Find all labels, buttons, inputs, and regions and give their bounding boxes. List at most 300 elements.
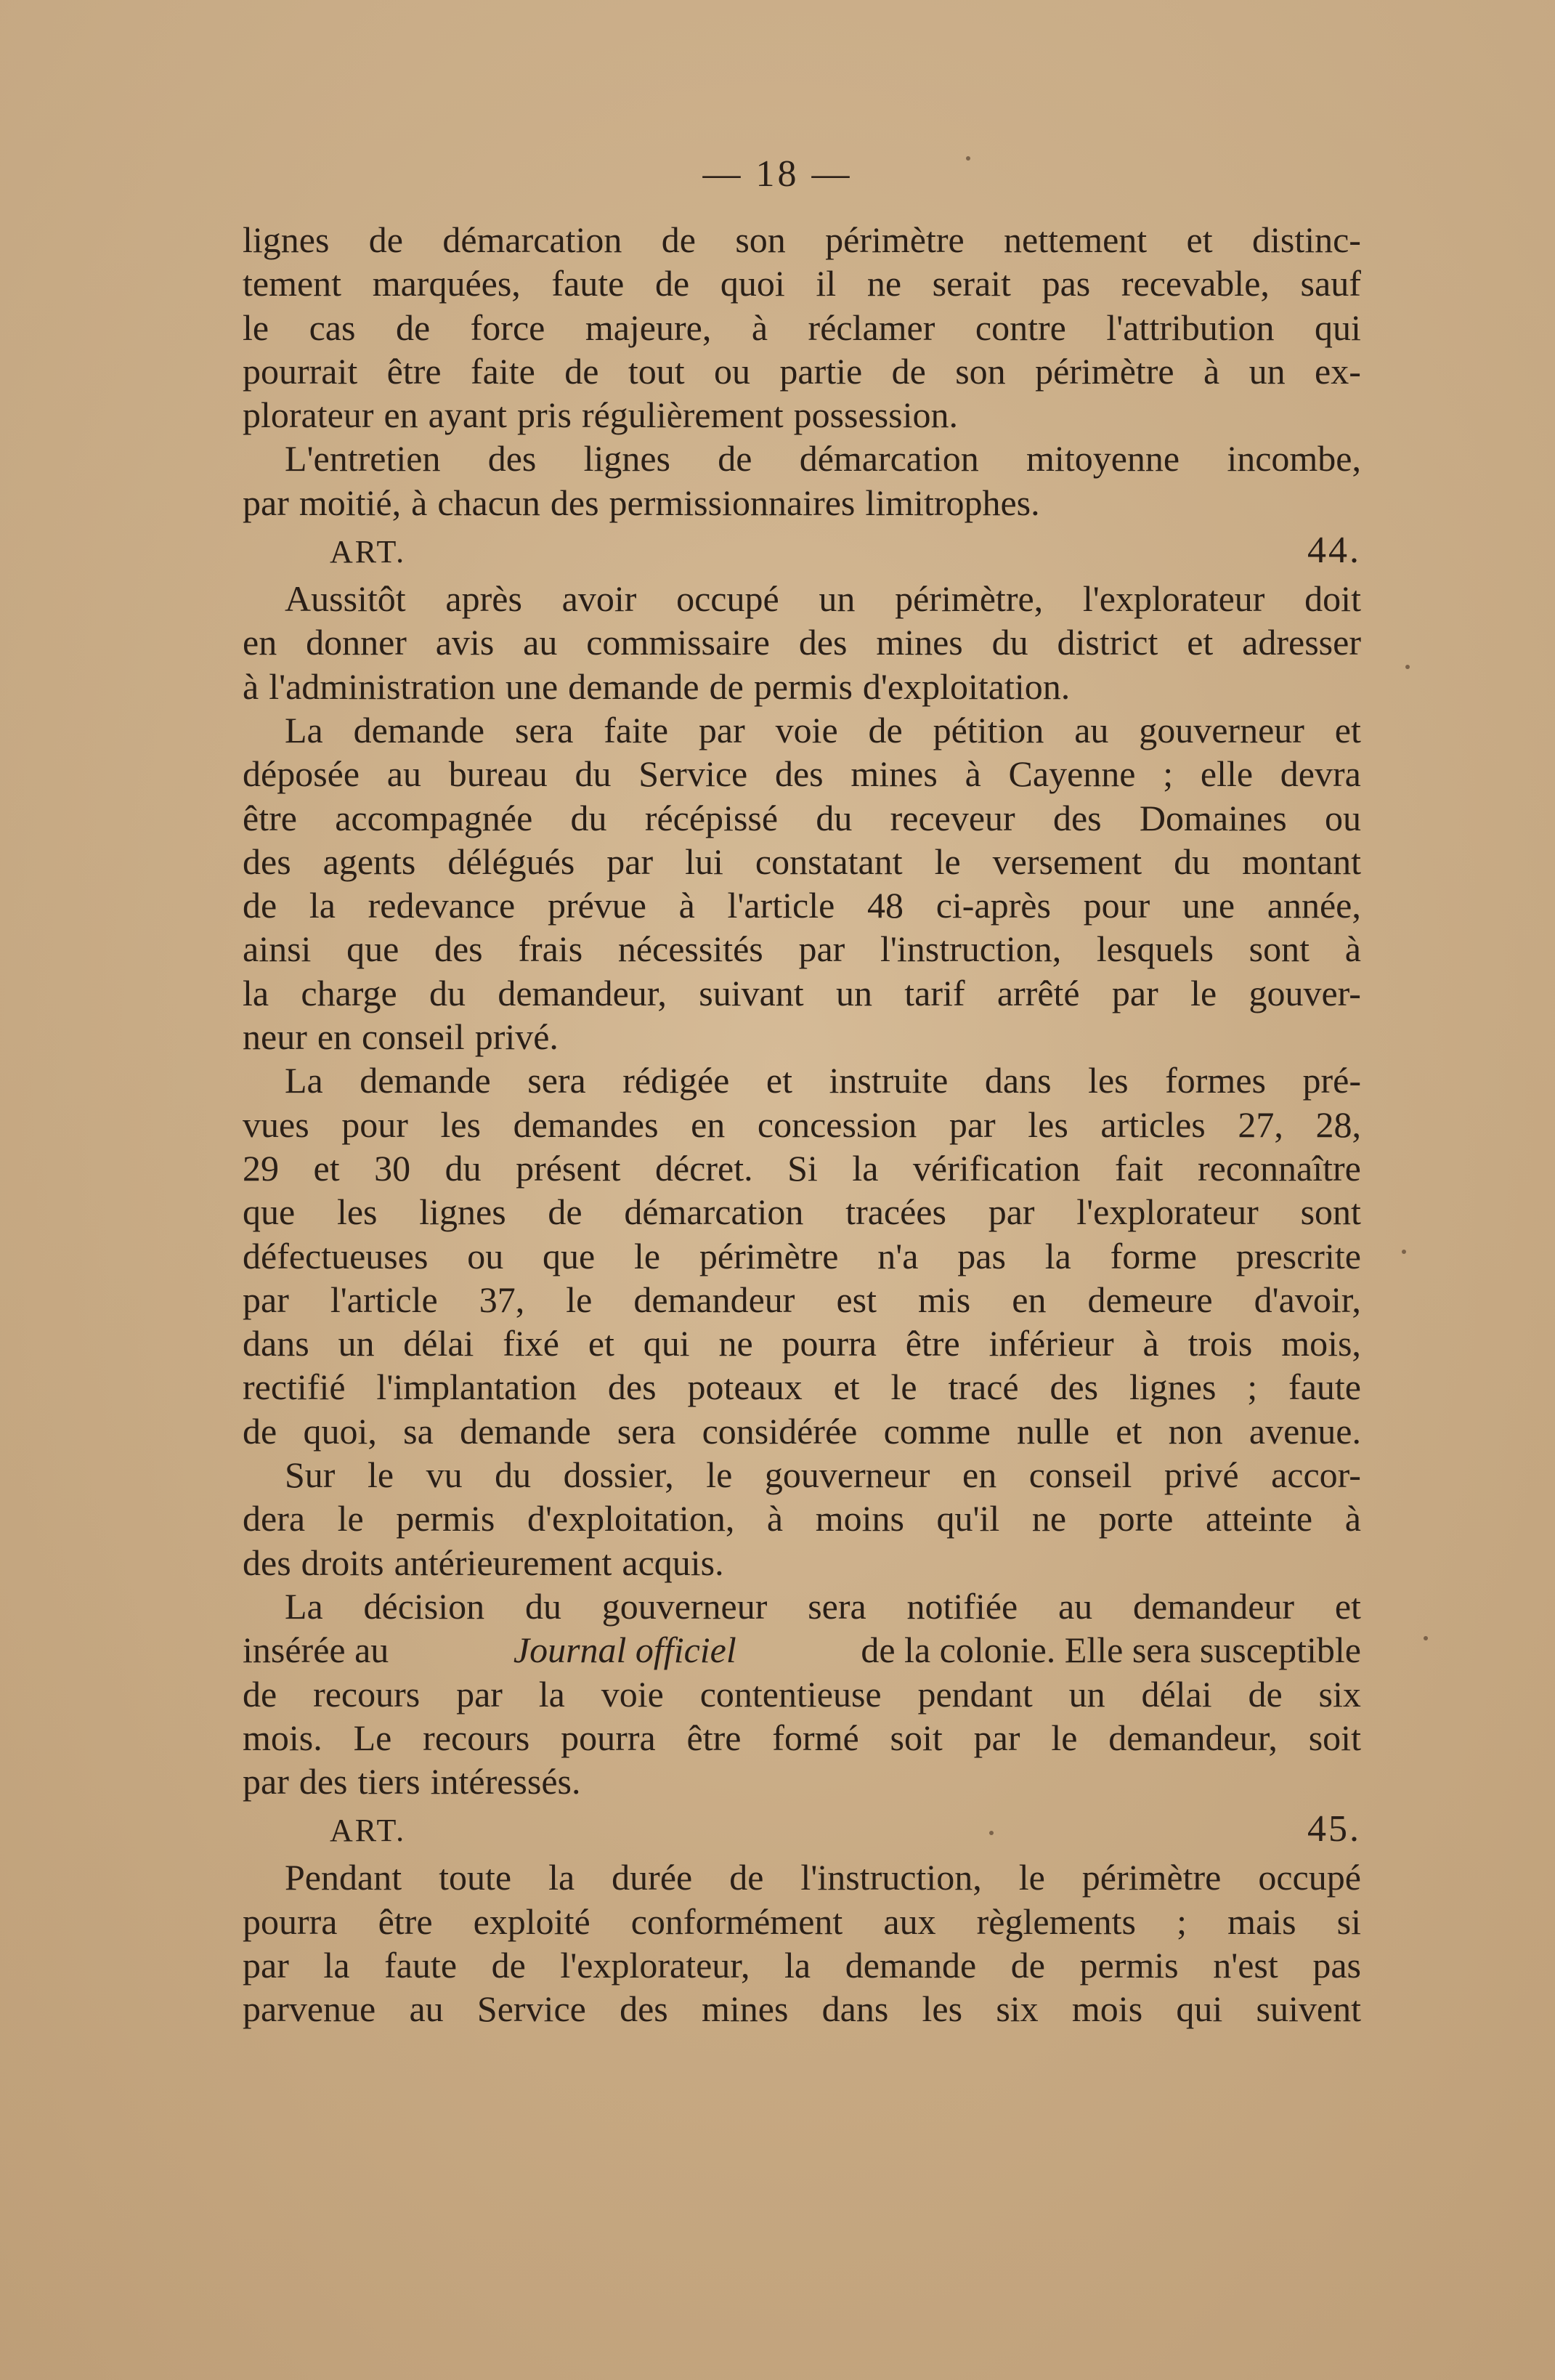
word: en [962,1454,997,1496]
word: gouverneur [1139,709,1304,750]
word: en [317,1016,352,1058]
word: il [816,263,837,304]
word: demandeur [633,1279,795,1320]
word: le [243,307,269,348]
paragraph [243,218,1361,437]
word: formé [772,1717,859,1758]
word: gouver- [1249,972,1361,1013]
text-line [243,883,1361,927]
word: La [285,709,323,750]
word: fixé [503,1323,559,1364]
word: arrêté [996,972,1080,1013]
word: des [487,438,537,479]
word: sa [403,1410,434,1452]
word: qui [643,1323,690,1364]
word: délai [403,1323,474,1364]
word: mais [1227,1901,1296,1942]
word: du [570,797,607,838]
word: l'instruction, [800,1857,982,1898]
word: périmètre [1035,350,1174,392]
word: comme [883,1410,991,1452]
word: des [1052,797,1102,838]
word: pétition [933,709,1044,750]
paper-speck [1424,1636,1428,1640]
word: parvenue [243,1988,376,2030]
text-line [243,620,1361,664]
word: de [729,1857,764,1898]
word: mois [1071,1988,1143,2030]
word: versement [992,841,1142,882]
word: demande [360,1060,491,1101]
word: avoir [561,578,637,620]
paper-speck [1402,1250,1406,1254]
word: par [949,1104,996,1145]
word: de [395,307,431,348]
word: des [607,1367,657,1408]
word: la [323,1944,350,1986]
word: réclamer [808,307,935,348]
word: Le [353,1717,392,1758]
word: nettement [1004,219,1148,260]
word: l'instruction, [880,928,1062,970]
word: mines [876,622,963,663]
text-line [243,708,1361,752]
word: à [766,1498,784,1539]
word: de [368,219,403,260]
word: demandeur, [1108,1717,1278,1758]
word: et [766,1060,792,1101]
word: des [798,622,848,663]
word: le [566,1279,593,1320]
word: au [386,753,421,795]
word: être [243,797,297,838]
text-line [243,1409,1361,1453]
word: permis [396,1498,495,1539]
word: vues [243,1104,309,1145]
word: en [1012,1279,1047,1320]
word: 48 [867,885,904,926]
word: du [444,1147,482,1189]
word: recours [423,1717,530,1758]
word: la [538,1673,565,1715]
word: moitié, [299,482,402,523]
word: pas [957,1235,1006,1276]
text-line [243,1146,1361,1190]
word: à [411,482,428,523]
word: présent [516,1147,621,1189]
word: poteaux [687,1367,803,1408]
text-line [243,796,1361,840]
word: à [1344,928,1361,970]
word: par [973,1717,1020,1758]
word: la [243,972,269,1013]
word: périmètre [699,1235,839,1276]
word: limitrophes. [865,482,1040,523]
word: d'exploitation. [862,665,1071,707]
word: des [243,1542,291,1583]
word: et [1186,219,1213,260]
text-line [243,927,1361,971]
word: lignes [1129,1367,1217,1408]
word: le [337,1498,364,1539]
word: dans [821,1988,889,2030]
word: ainsi [243,928,312,970]
word: neur [243,1016,307,1058]
word: redevance [368,885,516,926]
word: serait [932,263,1011,304]
word: charge [301,972,397,1013]
word: être [905,1323,960,1364]
word: mines [701,1988,789,2030]
word: possession. [793,394,959,436]
word: faite [604,709,669,750]
word: Service [638,753,748,795]
word: démarcation [799,438,979,479]
word: un [835,972,872,1013]
word: d'exploitation, [527,1498,735,1539]
word: conformément [630,1901,843,1942]
word: mois. [243,1717,322,1758]
word: des [299,1761,348,1802]
word: plorateur [243,394,374,436]
word: pourra [781,1323,877,1364]
word: accor- [1271,1454,1361,1496]
word: occupé [676,578,779,620]
word: lignes [419,1191,506,1233]
word: des [620,1988,668,2030]
word: demandeur [1132,1585,1295,1627]
word: inférieur [988,1323,1114,1364]
word: par [798,928,845,970]
word: nécessités [617,928,763,970]
word: ou [1324,797,1361,838]
word: qui [1176,1988,1223,2030]
word: dans [243,1323,309,1364]
word: incombe, [1227,438,1361,479]
word: pris [516,394,572,436]
word: six [996,1988,1039,2030]
word: les [336,1191,378,1233]
text-line [243,1321,1361,1365]
word: les [1028,1104,1068,1145]
word: dans [984,1060,1052,1101]
word: que [346,928,399,970]
word: délégués [447,841,575,882]
word: demeure [1087,1279,1213,1320]
word: par [243,1279,289,1320]
word: pourra [561,1717,656,1758]
word: de [243,1410,277,1452]
word: à [1203,350,1220,392]
word: faute [384,1944,458,1986]
journal-title: Journal officiel [513,1630,736,1671]
word: demande [460,1410,591,1452]
word: son [955,350,1006,392]
word: atteinte [1205,1498,1313,1539]
word: pré- [1302,1060,1361,1101]
word: la [784,1944,811,1986]
text-line [243,1987,1361,2031]
word: au [409,1988,444,2030]
word: la [548,1857,575,1898]
paper-speck [1405,665,1410,669]
word: accompagnée [335,797,533,838]
word: occupé [1258,1857,1361,1898]
paragraph [243,1059,1361,1453]
word: de [548,1191,582,1233]
text-line [243,1190,1361,1234]
word: des [243,841,291,882]
word: sera [617,1410,676,1452]
word: périmètre [825,219,965,260]
text-line [243,218,1361,262]
word: ex- [1315,350,1361,392]
word: et [1116,1410,1142,1452]
text-line [243,577,1361,620]
word: et [588,1323,614,1364]
word: l'implantation [376,1367,577,1408]
word: toute [439,1857,512,1898]
word: Domaines [1139,797,1287,838]
word: sont [1300,1191,1361,1233]
word: fait [1114,1147,1164,1189]
word: de [1248,1673,1283,1715]
text-fragment: insérée au [243,1630,389,1671]
word: ; [1163,753,1174,795]
word: acquis. [622,1542,724,1583]
word: articles [1100,1104,1206,1145]
word: Cayenne [1008,753,1136,795]
word: conseil [1028,1454,1132,1496]
word: l'explorateur [1076,1191,1259,1233]
word: mitoyenne [1026,438,1180,479]
word: elle [1200,753,1254,795]
article-number: 45. [1307,1808,1361,1850]
word: Service [476,1988,586,2030]
word: cas [309,307,356,348]
word: au [1074,709,1109,750]
word: des [434,928,483,970]
word: l'administration [269,665,495,707]
word: lesquels [1096,928,1214,970]
word: gouverneur [764,1454,930,1496]
word: règlements [976,1901,1137,1942]
word: ne [866,263,902,304]
word: de [661,219,696,260]
word: quoi [720,263,785,304]
word: du [991,622,1028,663]
word: en [243,622,277,663]
word: le [634,1235,661,1276]
word: tracé [948,1367,1019,1408]
word: 28, [1315,1104,1361,1145]
word: le [934,841,961,882]
text-line [243,1943,1361,1987]
word: des [1049,1367,1099,1408]
word: porte [1098,1498,1174,1539]
word: tout [628,350,685,392]
word: au [523,622,558,663]
word: ayant [428,394,507,436]
word: faite [471,350,535,392]
word: prévue [547,885,646,926]
word: par [606,841,654,882]
word: moins [815,1498,904,1539]
word: le [706,1454,733,1496]
text-line [243,1453,1361,1497]
word: régulièrement [581,394,784,436]
word: ou [714,350,750,392]
word: année, [1267,885,1361,926]
word: une [1182,885,1235,926]
word: ci-après [935,885,1051,926]
word: du [524,1585,561,1627]
word: receveur [890,797,1015,838]
article-heading [243,525,1361,577]
word: être [386,350,442,392]
word: délai [1141,1673,1212,1715]
word: La [285,1585,323,1627]
word: tement [243,263,342,304]
word: en [691,1104,726,1145]
word: à [1344,1498,1361,1539]
word: récépissé [644,797,779,838]
text-line [243,665,1361,708]
word: sera [527,1060,586,1101]
word: mines [850,753,938,795]
word: les [922,1988,963,2030]
text-line [243,393,1361,437]
article-number: 44. [1307,530,1361,572]
word: de [1010,1944,1045,1986]
paragraph [243,1584,1361,1803]
word: lignes [243,219,330,260]
text-line [243,1015,1361,1059]
word: de [243,1673,277,1715]
article-label: ART. [330,1813,407,1849]
word: dera [243,1498,306,1539]
word: le [1190,972,1217,1013]
word: Sur [285,1454,336,1496]
word: pour [341,1104,408,1145]
word: de [891,350,926,392]
word: partie [779,350,863,392]
word: vu [426,1454,463,1496]
word: les [1088,1060,1129,1101]
word: l'article [330,1279,438,1320]
word: voie [601,1673,664,1715]
word: en [383,394,418,436]
paragraph [243,1453,1361,1584]
word: dossier, [563,1454,674,1496]
word: faute [551,263,625,304]
word: commissaire [586,622,770,663]
word: 37, [479,1279,525,1320]
text-line [243,306,1361,349]
word: chacun [437,482,540,523]
text-line [243,1584,1361,1628]
text-line [243,1278,1361,1321]
word: à [965,753,981,795]
word: devra [1280,753,1361,795]
word: tarif [904,972,965,1013]
word: du [816,797,853,838]
word: pas [1042,263,1091,304]
word: nulle [1017,1410,1090,1452]
word: demande [568,665,699,707]
word: 27, [1238,1104,1283,1145]
word: formes [1165,1060,1266,1101]
word: de [243,885,277,926]
word: L'entretien [285,438,441,479]
word: et [1334,1585,1361,1627]
word: intéressés. [430,1761,581,1802]
word: permissionnaires [609,482,856,523]
word: pas [1312,1944,1361,1986]
word: conseil [362,1016,465,1058]
paragraph [243,577,1361,708]
word: demande [353,709,485,750]
word: un [1249,350,1286,392]
article-heading [243,1803,1361,1855]
word: du [429,972,466,1013]
text-line [243,1716,1361,1760]
text-line [243,1628,1361,1672]
word: quoi, [303,1410,377,1452]
word: son [735,219,786,260]
word: district [1057,622,1158,663]
text-line [243,262,1361,305]
word: donner [306,622,407,663]
word: mois, [1281,1323,1361,1364]
word: périmètre [1081,1857,1222,1898]
word: du [1174,841,1211,882]
word: à [1142,1323,1159,1364]
word: La [285,1060,323,1101]
word: ne [718,1323,753,1364]
text-fragment: de la colonie. Elle sera susceptible [861,1630,1361,1671]
word: la [852,1147,879,1189]
word: à [678,885,695,926]
word: l'explorateur [1082,578,1265,620]
word: bureau [448,753,548,795]
word: périmètre, [895,578,1044,620]
word: l'attribution [1106,307,1275,348]
word: la [309,885,336,926]
word: n'a [877,1235,919,1276]
word: prescrite [1235,1235,1361,1276]
word: du [575,753,612,795]
text-line [243,1497,1361,1540]
word: démarcation [624,1191,804,1233]
word: lignes [583,438,671,479]
word: montant [1242,841,1361,882]
paper-speck [966,156,970,161]
word: le [1051,1717,1078,1758]
word: une [505,665,559,707]
word: à [243,665,259,707]
word: frais [518,928,583,970]
text-line [243,1672,1361,1716]
word: contre [975,307,1066,348]
word: pourra [243,1901,338,1942]
word: suivent [1256,1988,1361,2030]
word: trois [1187,1323,1253,1364]
word: à [751,307,768,348]
word: que [543,1235,596,1276]
word: avenue. [1249,1410,1361,1452]
text-line [243,840,1361,883]
